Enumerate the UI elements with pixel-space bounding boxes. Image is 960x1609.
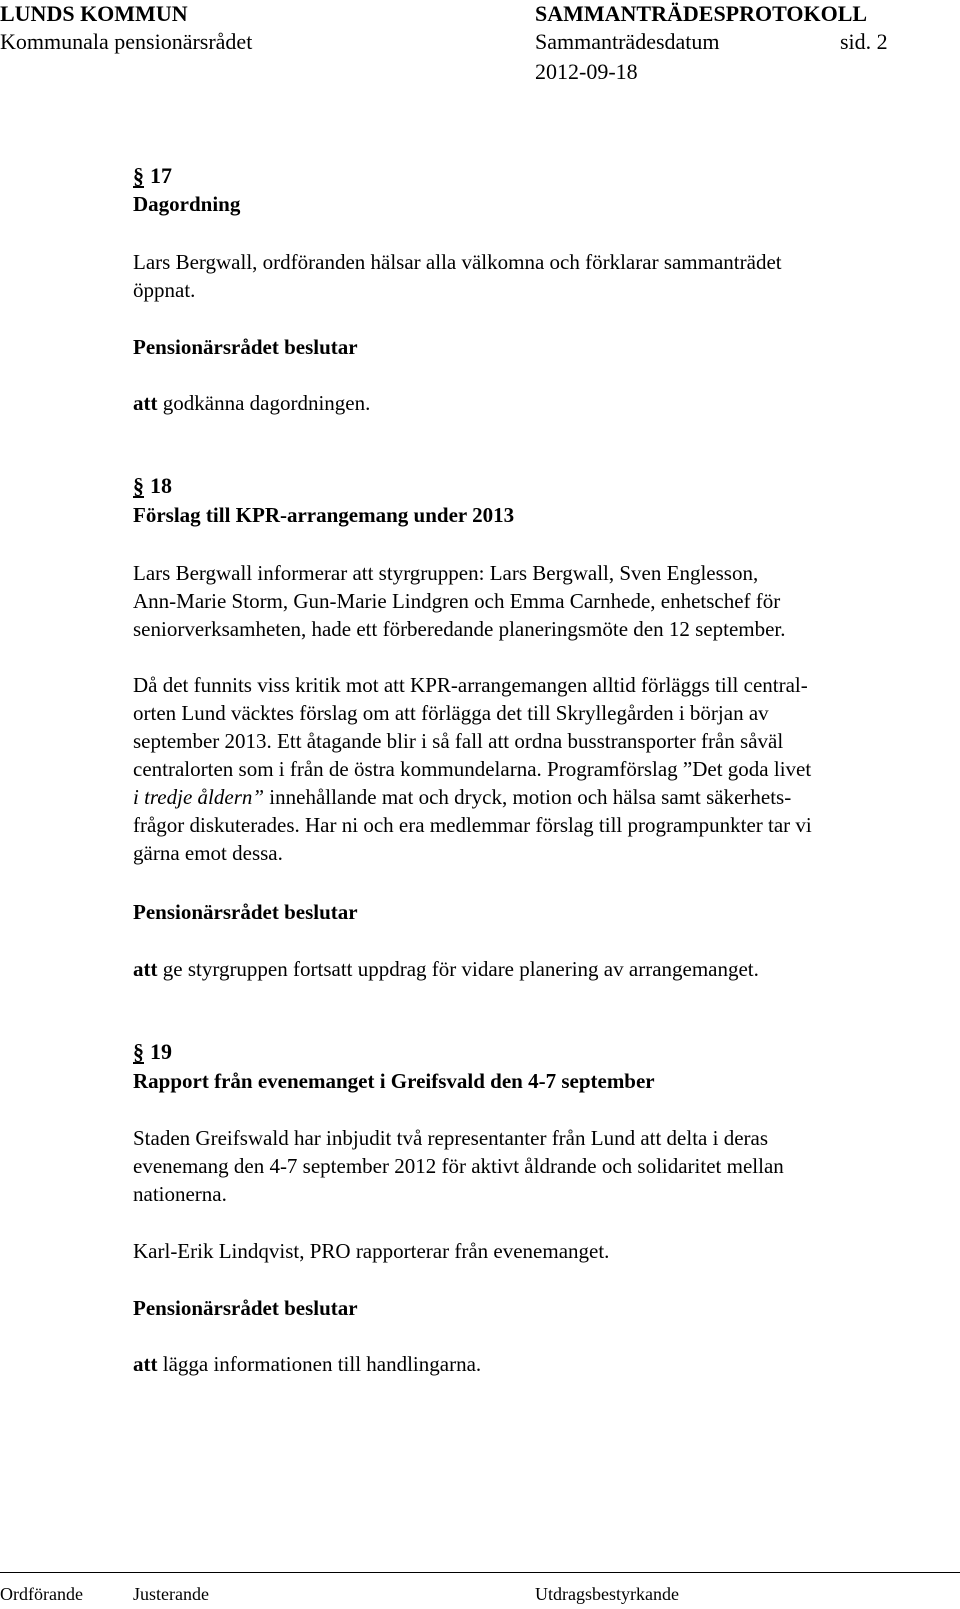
text-line-italic: [133, 783, 933, 811]
footer-adjuster: Justerande: [133, 1584, 209, 1604]
text-line: Karl-Erik Lindqvist, PRO rapporterar från evenemanget.: [133, 1239, 610, 1263]
text-line: evenemang den 4-7 september 2012 för aktivt åldrande och solidaritet mellan: [133, 1154, 784, 1178]
section-19-paragraph-2: [133, 1237, 933, 1265]
section-18-decision: [133, 955, 759, 983]
text-fragment: innehållande mat och dryck, motion och hälsa samt säkerhets-: [264, 785, 792, 809]
text-line: seniorverksamheten, hade ett förberedande planeringsmöte den 12 september.: [133, 617, 786, 641]
text-line: Ann-Marie Storm, Gun-Marie Lindgren och Emma Carnhede, enhetschef för: [133, 589, 781, 613]
section-18-title: Förslag till KPR-arrangemang under 2013: [133, 503, 515, 527]
section-17-decision-heading: Pensionärsrådet beslutar: [133, 335, 358, 359]
decision-att: att: [133, 391, 158, 415]
section-17-title: Dagordning: [133, 192, 241, 216]
decision-att: att: [133, 957, 158, 981]
section-number: 18: [150, 473, 172, 498]
section-19-title: Rapport från evenemanget i Greifsvald den 4-7 september: [133, 1069, 655, 1093]
decision-att: att: [133, 1352, 158, 1376]
section-18-decision-heading: Pensionärsrådet beslutar: [133, 900, 358, 924]
paragraph-sign-icon: §: [133, 473, 144, 498]
section-number: 19: [150, 1039, 172, 1064]
text-line: Då det funnits viss kritik mot att KPR-arrangemangen alltid förläggs till central-: [133, 673, 808, 697]
paragraph-sign-icon: §: [133, 163, 144, 188]
text-line: Staden Greifswald har inbjudit två representanter från Lund att delta i deras: [133, 1126, 769, 1150]
decision-text: ge styrgruppen fortsatt uppdrag för vidare planering av arrangemanget.: [162, 957, 759, 981]
text-line: gärna emot dessa.: [133, 841, 283, 865]
italic-title: i tredje åldern”: [133, 785, 265, 809]
decision-text: lägga informationen till handlingarna.: [162, 1352, 482, 1376]
footer-divider: [0, 1572, 960, 1573]
footer-chair: Ordförande: [0, 1584, 83, 1604]
text-line: Lars Bergwall, ordföranden hälsar alla välkomna och förklarar sammanträdet: [133, 250, 782, 274]
section-19-paragraph-1: [133, 1124, 933, 1208]
section-18-paragraph-1: [133, 559, 933, 643]
paragraph-sign-icon: §: [133, 1039, 144, 1064]
section-19-number: [133, 1038, 172, 1066]
section-17-paragraph: [133, 248, 933, 304]
text-line: nationerna.: [133, 1182, 227, 1206]
text-line: september 2013. Ett åtagande blir i så fall att ordna busstransporter från såväl: [133, 729, 784, 753]
section-18-number: [133, 472, 172, 500]
text-line: centralorten som i från de östra kommundelarna. Programförslag ”Det goda livet: [133, 757, 812, 781]
council-name: Kommunala pensionärsrådet: [0, 29, 253, 54]
section-19-decision: [133, 1350, 481, 1378]
section-17-decision: [133, 389, 370, 417]
text-line: frågor diskuterades. Har ni och era medlemmar förslag till programpunkter tar vi: [133, 813, 812, 837]
meeting-date: 2012-09-18: [535, 59, 638, 84]
text-line: Lars Bergwall informerar att styrgruppen: Lars Bergwall, Sven Englesson,: [133, 561, 759, 585]
org-name: LUNDS KOMMUN: [0, 1, 188, 26]
section-19-decision-heading: Pensionärsrådet beslutar: [133, 1296, 358, 1320]
text-line: orten Lund väcktes förslag om att förlägga det till Skryllegården i början av: [133, 701, 769, 725]
section-18-paragraph-2: [133, 671, 933, 867]
meeting-date-label: Sammanträdesdatum: [535, 29, 720, 54]
decision-text: godkänna dagordningen.: [162, 391, 371, 415]
text-line: öppnat.: [133, 278, 196, 302]
page-number: sid. 2: [840, 29, 888, 54]
section-number: 17: [150, 163, 172, 188]
document-type: SAMMANTRÄDESPROTOKOLL: [535, 1, 868, 26]
section-17-number: [133, 162, 172, 190]
footer-certifier: Utdragsbestyrkande: [535, 1584, 679, 1604]
